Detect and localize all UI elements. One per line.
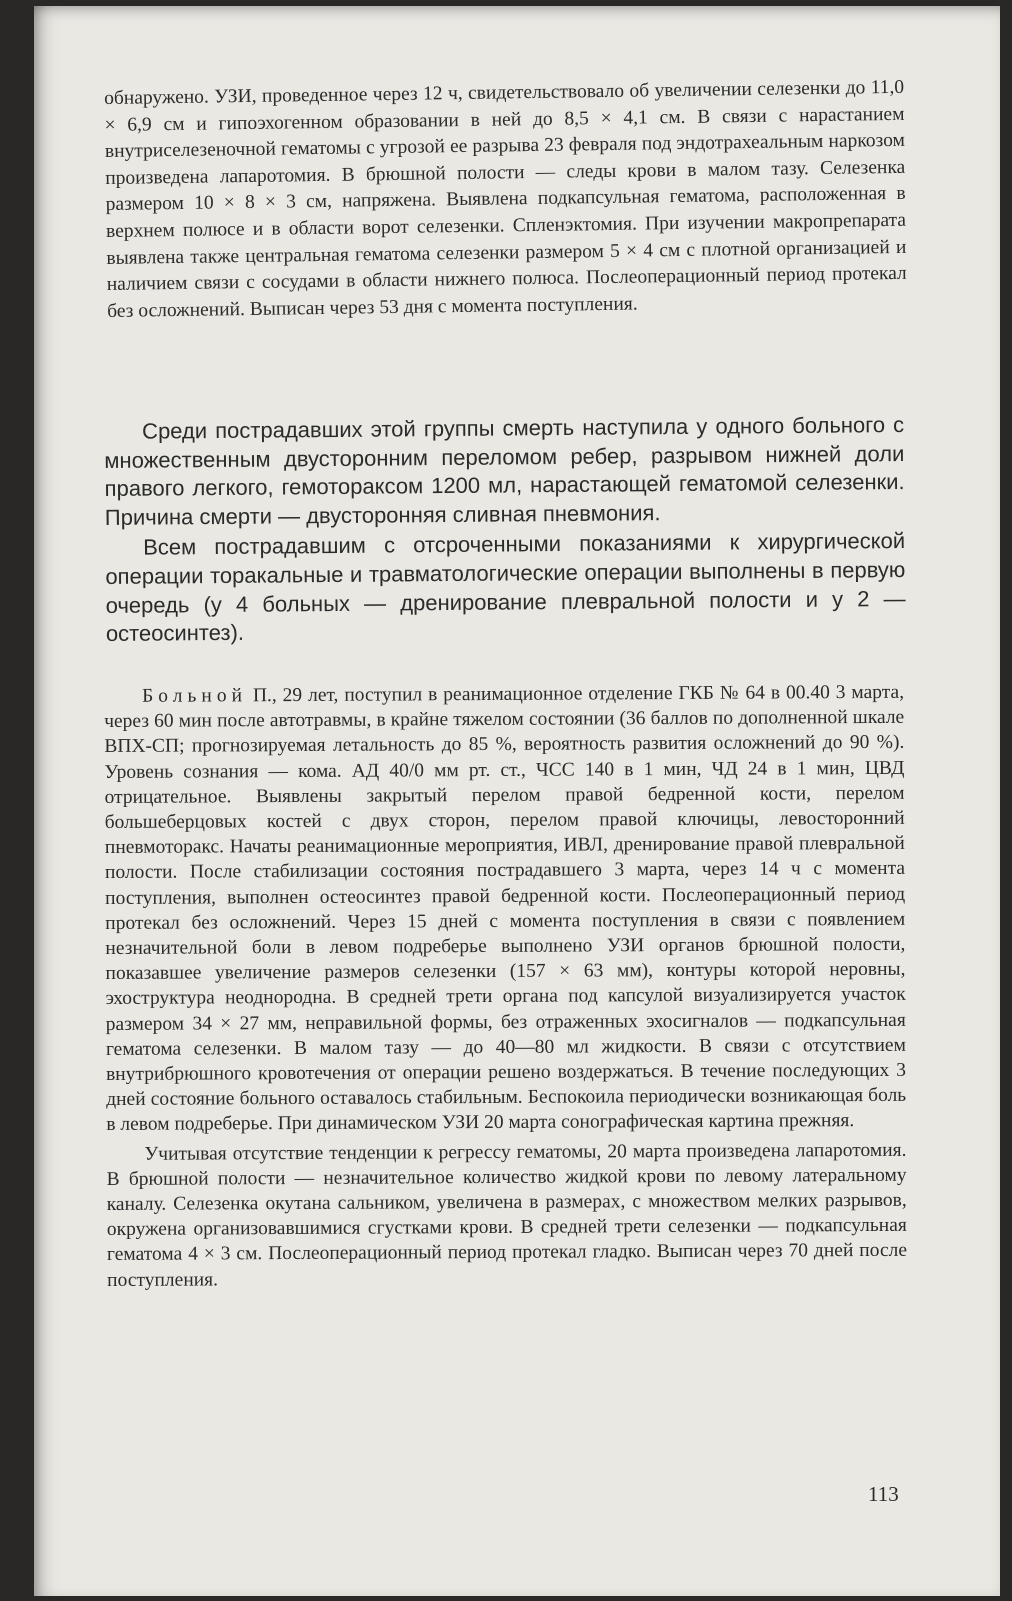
case-report-paragraph: [104, 680, 906, 1138]
case-report-block: [104, 680, 907, 1293]
mortality-paragraph: Среди пострадавших этой группы смерть наступила у одного больного с множественным двусторонним переломом ребер, разрывом нижней доли правого легкого, гемотораксом 1200 мл, нарастающей гематомой селезенки. Причина смерти — двусторонняя сливная пневмония.: [104, 412, 905, 530]
case-report-text: П., 29 лет, поступил в реанимационное отделение ГКБ № 64 в 00.40 3 марта, через 60 мин после автотравмы, в крайне тяжелом состоянии (36 баллов по дополненной шкале ВПХ-СП; прогнозируемая летальность до 85 %, вероятность развития осложнений до 90 %). Уровень сознания — кома. АД 40/0 мм рт. ст., ЧСС 140 в 1 мин, ЧД 24 в 1 мин, ЦВД отрицательное. Выявлены закрытый перелом правой бедренной кости, перелом большеберцовых костей с двух сторон, перелом правой ключицы, левосторонний пневмоторакс. Начаты реанимационные мероприятия, ИВЛ, дренирование правой плевральной полости. После стабилизации состояния пострадавшего 3 марта, через 14 ч с момента поступления, выполнен остеосинтез правой бедренной кости. Послеоперационный период протекал без осложнений. Через 15 дней с момента поступления в связи с появлением незначительной боли в левом подреберье выполнено УЗИ органов брюшной полости, показавшее увеличение размеров селезенки (157 × 63 мм), контуры которой неровны, эхоструктура неоднородна. В средней трети органа под капсулой визуализируется участок размером 34 × 27 мм, неправильной формы, без отраженных эхосигналов — подкапсульная гематома селезенки. В малом тазу — до 40—80 мл жидкости. В связи с отсутствием внутрибрюшного кровотечения от операции решено воздержаться. В течение последующих 3 дней состояние больного оставалось стабильным. Беспокоила периодически возникающая боль в левом подреберье. При динамическом УЗИ 20 марта сонографическая картина прежняя.: [104, 681, 907, 1136]
operations-paragraph: Всем пострадавшим с отсроченными показаниями к хирургической операции торакальные и травматологические операции выполнены в первую очередь (у 4 больных — дренирование плевральной полости и у 2 — остеосинтез).: [105, 528, 906, 647]
page-number: 113: [868, 1482, 899, 1506]
case-outcome-paragraph: Учитывая отсутствие тенденции к регрессу гематомы, 20 марта произведена лапаротомия. В брюшной полости — незначительное количество жидкой крови по левому латеральному каналу. Селезенка окутана сальником, увеличена в размерах, с множеством мелких разрывов, окружена организовавшимися сгустками крови. В средней трети селезенки — подкапсульная гематома 4 × 3 см. Послеоперационный период протекал гладко. Выписан через 70 дней после поступления.: [106, 1139, 908, 1291]
book-page: [34, 6, 1000, 1596]
case-continuation-paragraph: обнаружено. УЗИ, проведенное через 12 ч, свидетельствовало об увеличении селезенки до 11,0 × 6,9 см и гипоэхогенном образовании в ней до 8,5 × 4,1 см. В связи с нарастанием внутриселезеночной гематомы с угрозой ее разрыва 23 февраля под эндотрахеальным наркозом произведена лапаротомия. В брюшной полости — следы крови в малом тазу. Селезенка размером 10 × 8 × 3 см, напряжена. Выявлена подкапсульная гематома, расположенная в верхнем полюсе и в области ворот селезенки. Спленэктомия. При изучении макропрепарата выявлена также центральная гематома селезенки размером 5 × 4 см с плотной организацией и наличием связи с сосудами в области нижнего полюса. Послеоперационный период протекал без осложнений. Выписан через 53 дня с момента поступления.: [104, 76, 907, 322]
case-continuation-block: [104, 75, 907, 325]
main-text-block: [104, 411, 906, 649]
patient-label: Больной: [142, 685, 248, 707]
